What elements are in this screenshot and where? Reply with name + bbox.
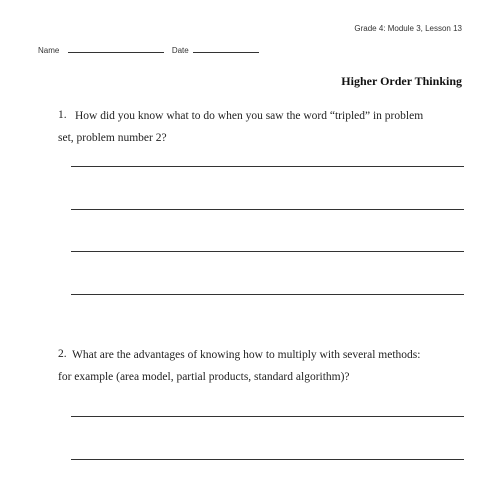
question-2-number: 2.	[58, 348, 67, 360]
answer-line	[71, 459, 464, 460]
question-2-line-2: for example (area model, partial products, standard algorithm)?	[58, 371, 350, 383]
name-blank	[68, 44, 164, 53]
question-1-line-1: How did you know what to do when you saw the word “tripled” in problem	[75, 110, 424, 122]
date-label: Date	[171, 46, 189, 55]
name-date-row	[38, 44, 259, 55]
answer-line	[71, 416, 464, 417]
name-label: Name	[38, 46, 60, 55]
answer-line	[71, 209, 464, 210]
question-1-line-2: set, problem number 2?	[58, 132, 167, 144]
question-2-line-1: What are the advantages of knowing how to multiply with several methods:	[72, 349, 421, 361]
worksheet-title: Higher Order Thinking	[341, 74, 462, 88]
answer-line	[71, 251, 464, 252]
date-blank	[193, 44, 259, 53]
question-1-text	[58, 107, 475, 147]
question-1-number: 1.	[58, 109, 67, 121]
question-2-text	[58, 346, 472, 386]
answer-line	[71, 166, 464, 167]
answer-line	[71, 294, 464, 295]
lesson-label: Grade 4: Module 3, Lesson 13	[354, 24, 462, 33]
